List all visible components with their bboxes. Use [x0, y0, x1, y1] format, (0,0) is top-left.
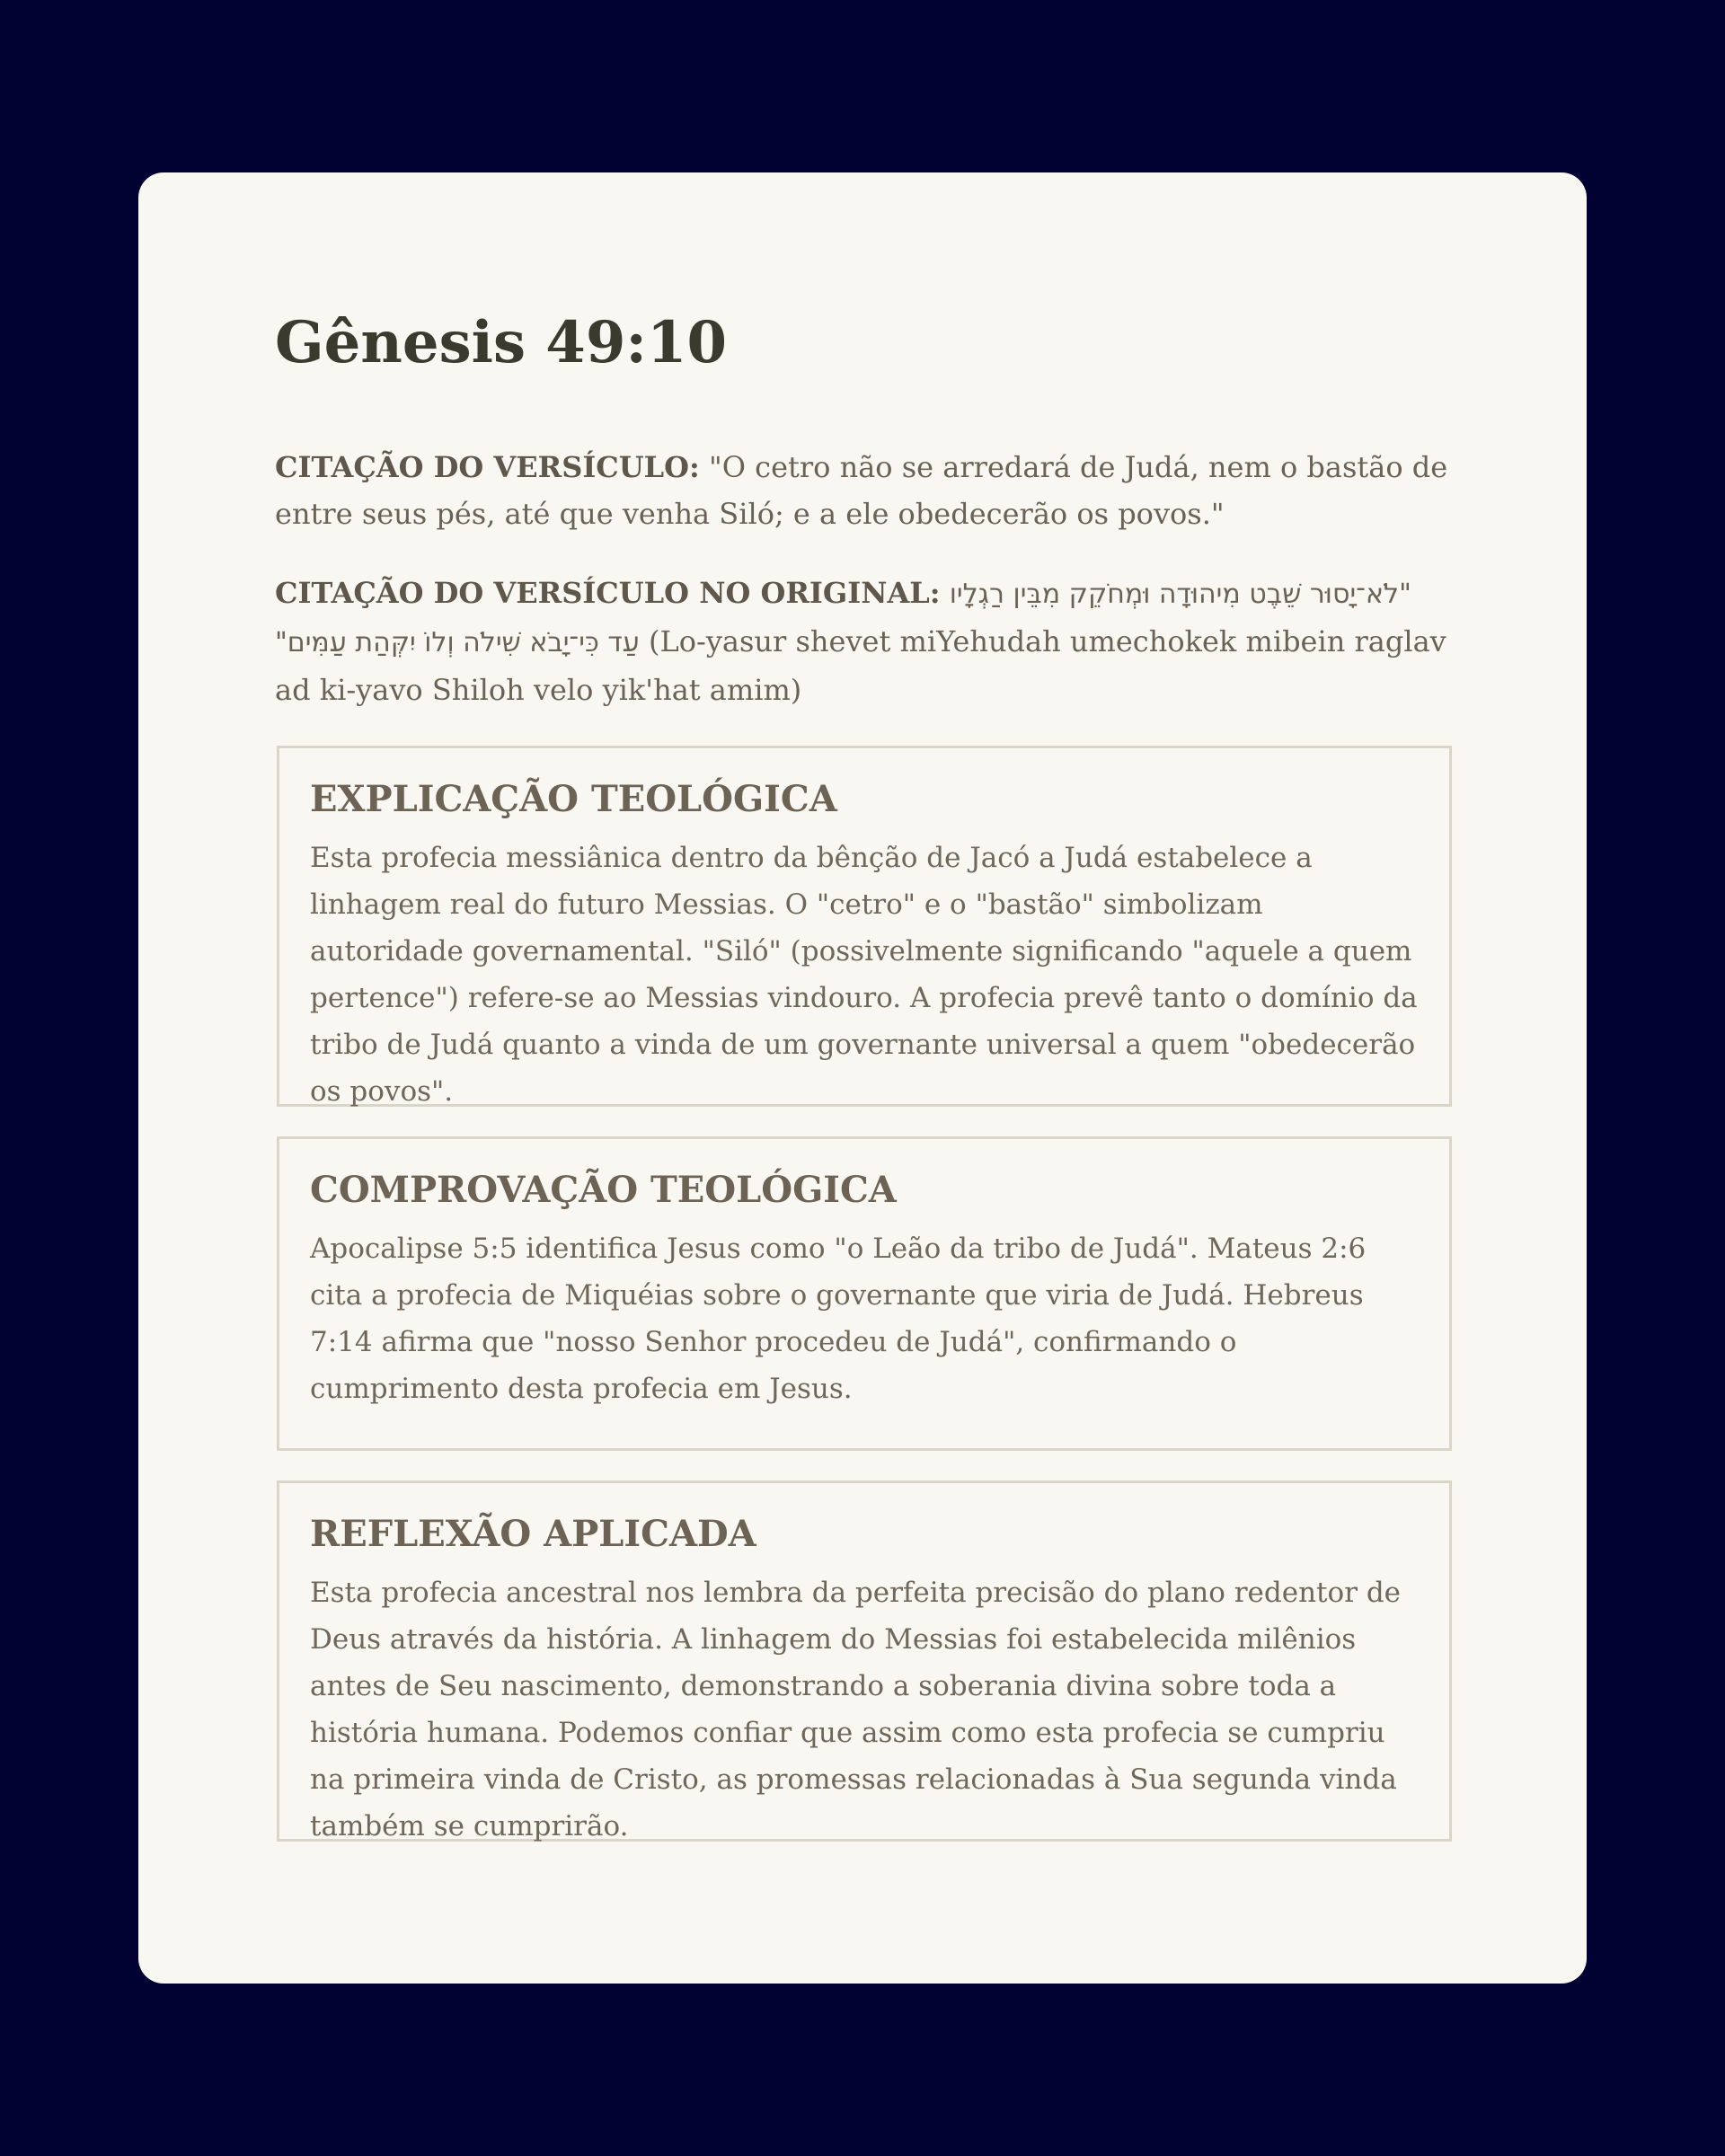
verse-original-transliteration: (Lo-yasur shevet miYehudah umechokek mibein raglav ad ki-yavo Shiloh velo yik'hat amim) — [275, 624, 1446, 707]
verse-quote-text: "O cetro não se arredará de Judá, nem o bastão de entre seus pés, até que venha Siló; e a ele obedecerão os povos." — [275, 450, 1448, 531]
section-applied-reflection — [277, 1480, 1452, 1842]
section-body: Esta profecia messiânica dentro da bênção de Jacó a Judá estabelece a linhagem real do futuro Messias. O "cetro" e o "bastão" simbolizam autoridade governamental. "Siló" (possivelmente significando "aquele a quem pertence") refere-se ao Messias vindouro. A profecia prevê tanto o domínio da tribo de Judá quanto a vinda de um governante universal a quem "obedecerão os povos". — [310, 842, 1418, 1108]
section-heading: COMPROVAÇÃO TEOLÓGICA — [310, 1169, 897, 1211]
section-heading: EXPLICAÇÃO TEOLÓGICA — [310, 778, 837, 820]
content-card — [138, 172, 1587, 1984]
section-body: Esta profecia ancestral nos lembra da perfeita precisão do plano redentor de Deus através da história. A linhagem do Messias foi estabelecida milênios antes de Seu nascimento, demonstrando a soberania divina sobre toda a história humana. Podemos confiar que assim como esta profecia se cumpriu na primeira vinda de Cristo, as promessas relacionadas à Sua segunda vinda também se cumprirão. — [310, 1577, 1402, 1842]
verse-quote — [275, 444, 1450, 537]
section-body: Apocalipse 5:5 identifica Jesus como "o Leão da tribo de Judá". Mateus 2:6 cita a profecia de Miquéias sobre o governante que viria de Judá. Hebreus 7:14 afirma que "nosso Senhor procedeu de Judá", confirmando o cumprimento desta profecia em Jesus. — [310, 1233, 1367, 1405]
section-theological-explanation — [277, 746, 1452, 1107]
verse-original-hebrew: "לֹא־יָסוּר שֵׁבֶט מִיהוּדָה וּמְחֹקֵק מִבֵּין רַגְלָיו עַד כִּי־יָבֹא שִׁילֹה וְלוֹ יִקְּהַת עַמִּים" — [275, 579, 1411, 658]
verse-original-label: CITAÇÃO DO VERSÍCULO NO ORIGINAL: — [275, 576, 941, 610]
section-heading: REFLEXÃO APLICADA — [310, 1513, 756, 1555]
page-title: Gênesis 49:10 — [275, 309, 728, 376]
section-theological-proof — [277, 1136, 1452, 1451]
verse-original — [275, 570, 1450, 713]
verse-quote-label: CITAÇÃO DO VERSÍCULO: — [275, 450, 700, 484]
